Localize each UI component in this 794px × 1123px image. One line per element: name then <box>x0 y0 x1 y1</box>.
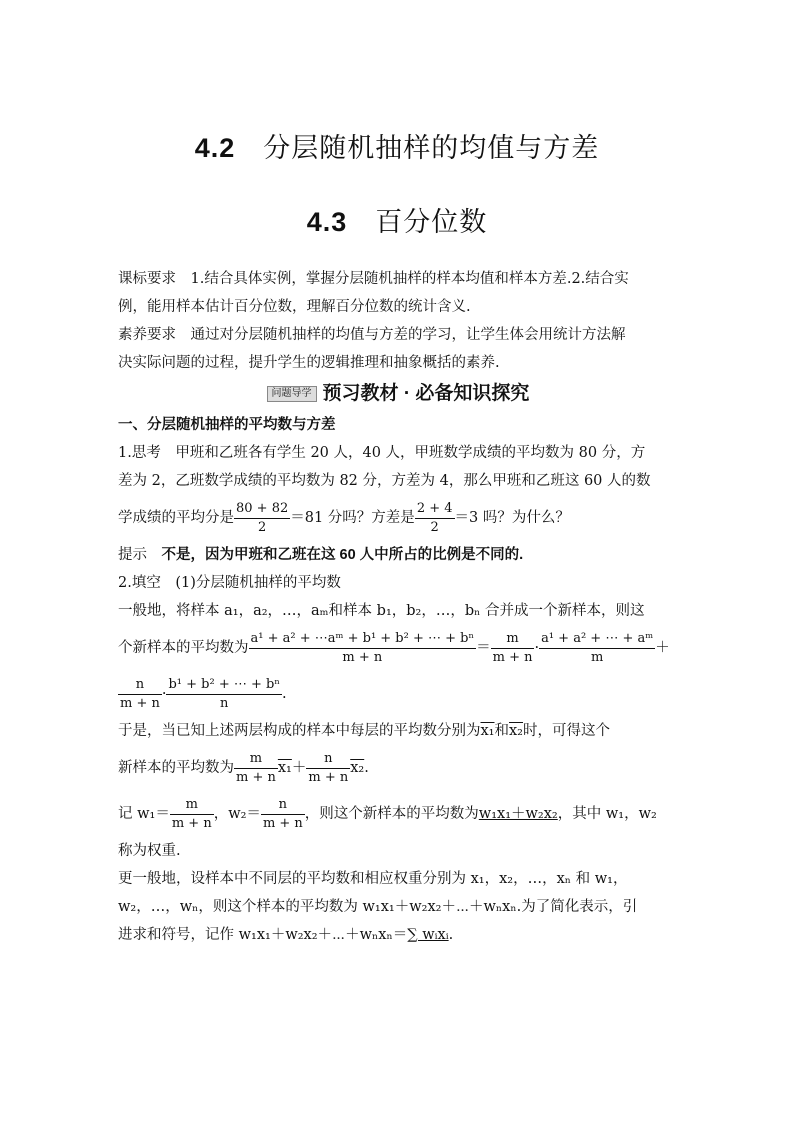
fraction <box>306 750 350 787</box>
numerator: b¹ + b² + ⋯ + bⁿ <box>166 676 281 695</box>
numerator: 2 + 4 <box>415 500 455 519</box>
fraction <box>166 676 281 713</box>
hint-line <box>118 541 678 569</box>
suyang-label: 素养要求 <box>118 327 176 343</box>
equals-sign: ＝ <box>476 640 491 656</box>
plus-sign: ＋ <box>655 640 670 656</box>
text: 和 <box>494 723 509 739</box>
title-number: 4.3 <box>306 207 348 237</box>
numerator: n <box>261 796 305 815</box>
fraction <box>491 630 535 667</box>
kebiao-line-2: 例，能用样本估计百分位数，理解百分位数的统计含义. <box>118 299 471 315</box>
numerator: n <box>118 676 162 695</box>
banner-tag: 问题导学 <box>267 386 317 402</box>
paragraph-1-line-1: 一般地，将样本 a₁，a₂，…，aₘ和样本 b₁，b₂，…，bₙ 合并成一个新样本，则这 <box>118 603 645 619</box>
denominator: m + n <box>120 695 160 711</box>
numerator: a¹ + a² + ⋯ + aᵐ <box>539 630 655 649</box>
numerator: 80 + 82 <box>234 500 290 519</box>
mean-x1: x₁ <box>480 723 495 739</box>
text: 个新样本的平均数为 <box>118 640 249 656</box>
answer-blank: ∑ wᵢxᵢ <box>407 927 449 943</box>
fraction <box>118 676 162 713</box>
text: 时，可得这个 <box>523 723 610 739</box>
kebiao-label: 课标要求 <box>118 271 176 287</box>
mean-x2: x₂ <box>509 723 523 739</box>
paragraph-4-line-2: w₂，…，wₙ，则这个样本的平均数为 w₁x₁＋w₂x₂＋⋯＋wₙxₙ.为了简化表示，引 <box>118 899 638 915</box>
text: 记 w₁＝ <box>118 806 170 822</box>
text: ，w₂＝ <box>213 806 261 822</box>
numerator: m <box>170 796 214 815</box>
fraction <box>170 796 214 833</box>
suyang-text: 通过对分层随机抽样的均值与方差的学习，让学生体会用统计方法解 <box>190 327 626 343</box>
hint-label: 提示 <box>118 547 147 563</box>
plus-sign: ＋ <box>291 760 307 776</box>
main-content <box>118 265 678 949</box>
fraction <box>261 796 305 833</box>
think-line-2: 差为 2，乙班数学成绩的平均数为 82 分，方差为 4，那么甲班和乙班这 60 人的数 <box>118 473 651 489</box>
denominator: m + n <box>492 649 533 665</box>
kebiao-line-1 <box>118 265 678 293</box>
text: ，则这个新样本的平均数为 <box>304 806 479 822</box>
fraction <box>249 630 477 667</box>
section-banner <box>118 377 678 411</box>
mean-x2: x₂ <box>350 760 365 776</box>
text: 学成绩的平均分是 <box>118 510 234 526</box>
paragraph-3-line-1 <box>118 791 678 837</box>
paragraph-4-line-3 <box>118 921 678 949</box>
fraction <box>234 750 278 787</box>
denominator: n <box>220 695 229 711</box>
paragraph-3-line-2: 称为权重. <box>118 843 181 859</box>
kebiao-text: 1.结合具体实例，掌握分层随机抽样的样本均值和样本方差.2.结合实 <box>190 271 629 287</box>
section-title-4-3 <box>0 200 794 239</box>
denominator: m + n <box>171 815 212 831</box>
paragraph-1-line-3: $\frac{n}{m + n}$ · $\frac{\text{b¹ + b² + ⋯ + bⁿ}}{n}$ . <box>120 676 287 711</box>
denominator: m + n <box>308 769 349 785</box>
fraction <box>234 500 290 537</box>
paragraph-1-line-2: 个新样本的平均数为 $\frac{\text{a¹ + a² + ⋯aᵐ + b¹ + b² + ⋯ + bⁿ}}{m + n}$ ＝ $\frac{m}{m + n}$ · $\frac{\text{a¹ + a² + ⋯ + aᵐ}}{m}$ ＋ <box>118 630 670 665</box>
numerator: m <box>491 630 535 649</box>
think-line-3 <box>118 495 678 541</box>
paragraph-2-line-2: 新样本的平均数为 $\frac{m}{m + n}$ x₁＋ $\frac{n}{m + n}$ x₂. <box>118 750 369 785</box>
text: ＝3 吗？为什么？ <box>454 510 570 526</box>
text: ＝81 分吗？方差是 <box>290 510 415 526</box>
answer-blank: w₁x₁＋w₂x₂ <box>478 806 558 822</box>
denominator: m + n <box>262 815 303 831</box>
text: 于是，当已知上述两层构成的样本中每层的平均数分别为 <box>118 723 481 739</box>
numerator: m <box>234 750 278 769</box>
title-text: 分层随机抽样的均值与方差 <box>263 133 600 164</box>
banner-title: 预习教材 · 必备知识探究 <box>322 383 530 404</box>
denominator: 2 <box>257 519 267 535</box>
text: 进求和符号，记作 w₁x₁＋w₂x₂＋⋯＋wₙxₙ＝ <box>118 927 408 943</box>
mean-x1: x₁ <box>277 760 292 776</box>
paragraph-4-line-1: 更一般地，设样本中不同层的平均数和相应权重分别为 x₁，x₂，…，xₙ 和 w₁， <box>118 871 628 887</box>
suyang-line-2: 决实际问题的过程，提升学生的逻辑推理和抽象概括的素养. <box>118 355 500 371</box>
title-text: 百分位数 <box>375 207 488 238</box>
think-line-1: 1.思考 甲班和乙班各有学生 20 人，40 人，甲班数学成绩的平均数为 80 分，方 <box>118 445 646 461</box>
fill-title: 2.填空 (1)分层随机抽样的平均数 <box>118 575 341 591</box>
numerator: a¹ + a² + ⋯aᵐ + b¹ + b² + ⋯ + bⁿ <box>249 630 477 649</box>
section-heading: 一、分层随机抽样的平均数与方差 <box>118 417 336 433</box>
paragraph-2-line-1 <box>118 717 678 745</box>
denominator: m + n <box>236 769 276 785</box>
numerator: n <box>306 750 350 769</box>
text: ，其中 w₁，w₂ <box>557 806 657 822</box>
suyang-line-1 <box>118 321 678 349</box>
section-title-4-2 <box>0 126 794 165</box>
title-number: 4.2 <box>194 133 236 163</box>
fraction <box>539 630 655 667</box>
denominator: m + n <box>342 649 383 665</box>
denominator: m <box>590 649 604 665</box>
text: . <box>448 927 454 943</box>
fraction <box>415 500 455 537</box>
denominator: 2 <box>430 519 439 535</box>
hint-text: 不是，因为甲班和乙班在这 60 人中所占的比例是不同的. <box>161 547 524 563</box>
text: 新样本的平均数为 <box>118 760 234 776</box>
